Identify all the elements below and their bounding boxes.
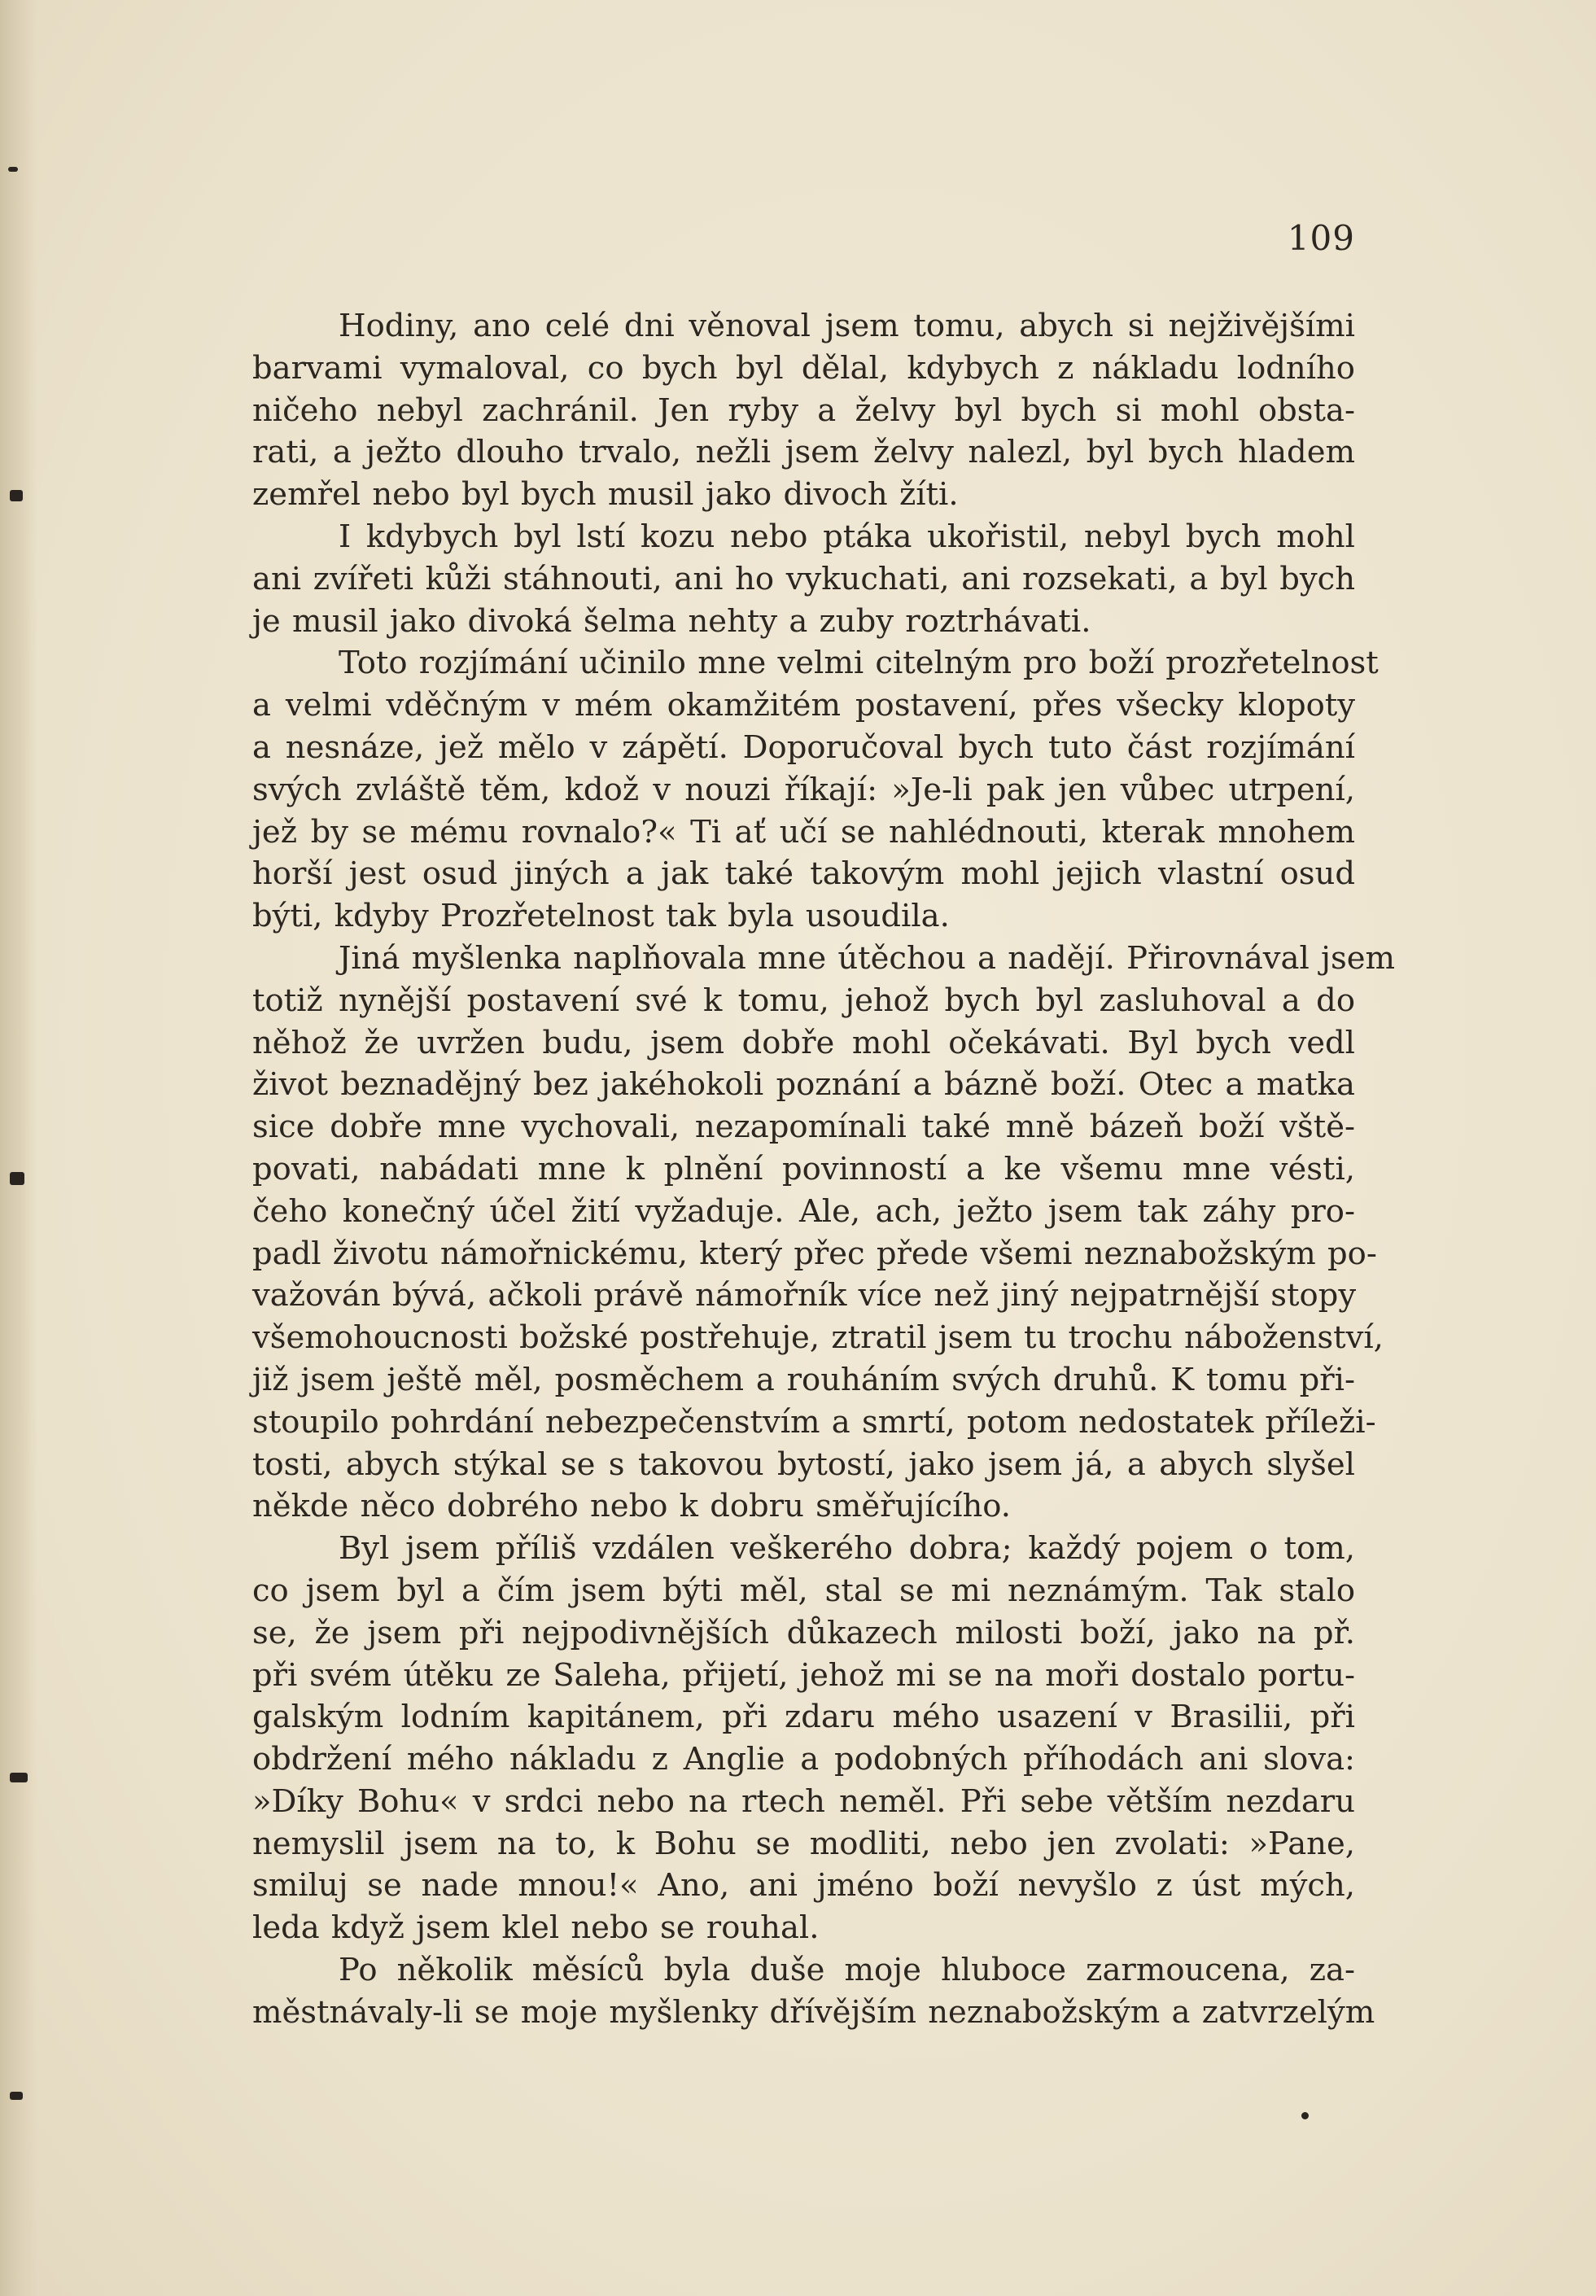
- text-line: býti, kdyby Prozřetelnost tak byla usoudila.: [252, 898, 950, 935]
- text-line: při svém útěku ze Saleha, přijetí, jehož mi se na moři dostalo portu-: [252, 1656, 1355, 1694]
- binding-edge: [0, 0, 37, 2296]
- text-line: padl životu námořnickému, který přec přede všemi neznabožským po-: [252, 1235, 1377, 1272]
- text-line: zemřel nebo byl bych musil jako divoch žíti.: [252, 476, 959, 514]
- text-line: barvami vymaloval, co bych byl dělal, kdybych z nákladu lodního: [252, 349, 1355, 387]
- text-line: sice dobře mne vychovali, nezapomínali také mně bázeň boží vště-: [252, 1109, 1355, 1146]
- text-line: I kdybych byl lstí kozu nebo ptáka ukořistil, nebyl bych mohl: [339, 518, 1355, 555]
- text-line: leda když jsem klel nebo se rouhal.: [252, 1909, 820, 1947]
- text-line: je musil jako divoká šelma nehty a zuby roztrhávati.: [252, 602, 1091, 640]
- margin-mark: [10, 2092, 23, 2100]
- text-line: a velmi vděčným v mém okamžitém postavení, přes všecky klopoty: [252, 687, 1355, 724]
- text-line: horší jest osud jiných a jak také takovým mohl jejich vlastní osud: [252, 855, 1355, 893]
- text-line: život beznadějný bez jakéhokoli poznání a bázně boží. Otec a matka: [252, 1066, 1355, 1104]
- margin-mark: [10, 1172, 24, 1185]
- text-line: někde něco dobrého nebo k dobru směřujícího.: [252, 1488, 1012, 1525]
- text-line: ničeho nebyl zachránil. Jen ryby a želvy byl bych si mohl obsta-: [252, 391, 1355, 429]
- margin-mark: [8, 167, 18, 172]
- page-number: 109: [1287, 218, 1355, 258]
- text-line: povati, nabádati mne k plnění povinností a ke všemu mne vésti,: [252, 1150, 1355, 1187]
- text-line: rati, a ježto dlouho trvalo, nežli jsem želvy nalezl, byl bych hladem: [252, 434, 1355, 471]
- text-line: a nesnáze, jež mělo v zápětí. Doporučoval bych tuto část rozjímání: [252, 728, 1355, 766]
- text-line: smiluj se nade mnou!« Ano, ani jméno boží nevyšlo z úst mých,: [252, 1867, 1355, 1905]
- text-line: čeho konečný účel žití vyžaduje. Ale, ach, ježto jsem tak záhy pro-: [252, 1192, 1355, 1230]
- text-line: Toto rozjímání učinilo mne velmi citelným pro boží prozřetelnost: [339, 645, 1379, 682]
- text-line: již jsem ještě měl, posměchem a rouháním svých druhů. K tomu při-: [252, 1361, 1355, 1398]
- text-line: totiž nynější postavení své k tomu, jehož bych byl zasluhoval a do: [252, 982, 1355, 1019]
- text-line: Hodiny, ano celé dni věnoval jsem tomu, abych si nejživějšími: [339, 308, 1355, 344]
- text-line: važován bývá, ačkoli právě námořník více než jiný nejpatrnější stopy: [252, 1277, 1357, 1314]
- text-line: »Díky Bohu« v srdci nebo na rtech neměl. Při sebe větším nezdaru: [252, 1782, 1355, 1820]
- text-line: obdržení mého nákladu z Anglie a podobných příhodách ani slova:: [252, 1741, 1355, 1778]
- text-line: ani zvířeti kůži stáhnouti, ani ho vykuchati, ani rozsekati, a byl bych: [252, 560, 1355, 597]
- text-line: stoupilo pohrdání nebezpečenstvím a smrtí, potom nedostatek příleži-: [252, 1403, 1376, 1441]
- text-line: co jsem byl a čím jsem býti měl, stal se mi neznámým. Tak stalo: [252, 1572, 1355, 1609]
- text-line: městnávaly-li se moje myšlenky dřívějším neznabožským a zatvrzelým: [252, 1993, 1375, 2031]
- margin-mark: [10, 1773, 28, 1782]
- text-line: Po několik měsíců byla duše moje hluboce zarmoucena, za-: [339, 1952, 1355, 1989]
- text-line: všemohoucnosti božské postřehuje, ztratil jsem tu trochu náboženství,: [252, 1319, 1384, 1357]
- text-line: jež by se mému rovnalo?« Ti ať učí se nahlédnouti, kterak mnohem: [252, 813, 1355, 851]
- text-line: něhož že uvržen budu, jsem dobře mohl očekávati. Byl bych vedl: [252, 1024, 1355, 1061]
- text-line: galským lodním kapitánem, při zdaru mého usazení v Brasilii, při: [252, 1699, 1355, 1736]
- text-line: tosti, abych stýkal se s takovou bytostí, jako jsem já, a abych slyšel: [252, 1445, 1355, 1483]
- body-text: [252, 305, 1396, 2034]
- text-line: nemyslil jsem na to, k Bohu se modliti, nebo jen zvolati: »Pane,: [252, 1825, 1355, 1862]
- text-line: Byl jsem příliš vzdálen veškerého dobra; každý pojem o tom,: [339, 1530, 1355, 1568]
- margin-mark: [10, 490, 23, 501]
- text-line: svých zvláště těm, kdož v nouzi říkají: »Je-li pak jen vůbec utrpení,: [252, 771, 1355, 808]
- ink-dot: [1301, 2112, 1309, 2119]
- text-line: se, že jsem při nejpodivnějších důkazech milosti boží, jako na př.: [252, 1614, 1355, 1651]
- text-line: Jiná myšlenka naplňovala mne útěchou a nadějí. Přirovnával jsem: [339, 939, 1396, 977]
